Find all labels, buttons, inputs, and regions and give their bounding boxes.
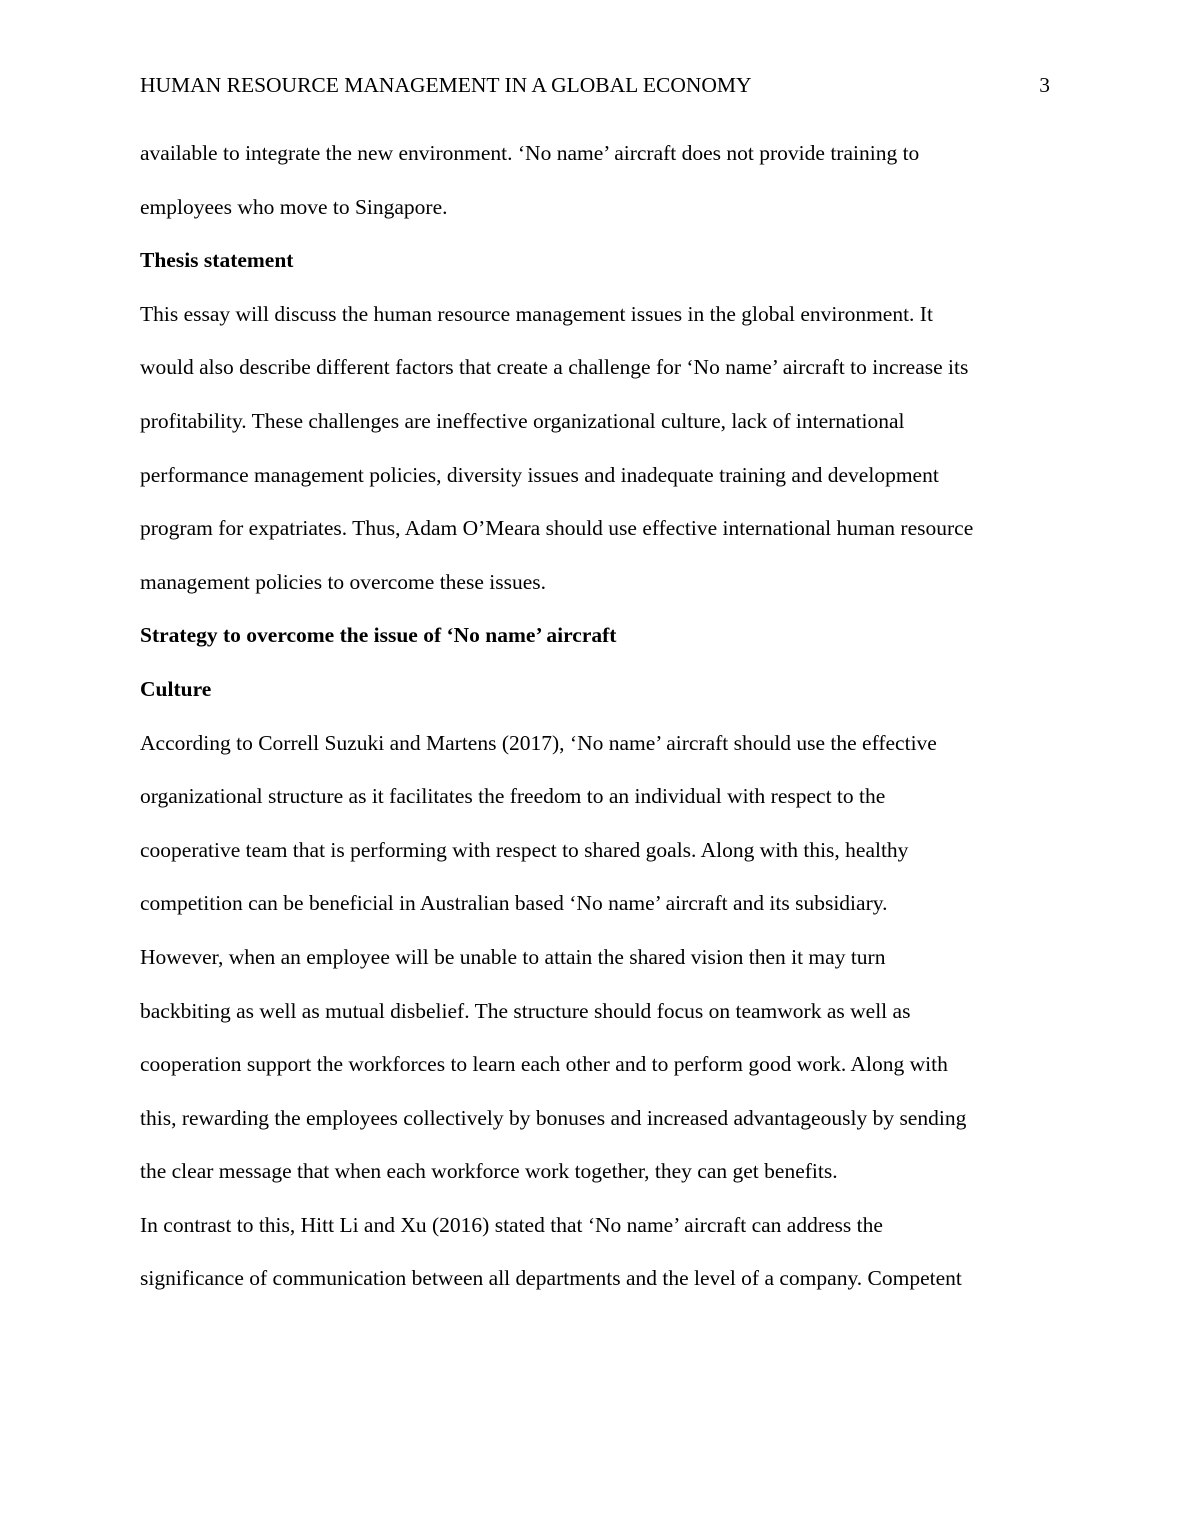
text-line: performance management policies, diversity issues and inadequate training and development xyxy=(140,462,939,487)
text-line: However, when an employee will be unable to attain the shared vision then it may turn xyxy=(140,944,886,969)
text-line: significance of communication between all departments and the level of a company. Competent xyxy=(140,1266,962,1291)
text-line: In contrast to this, Hitt Li and Xu (2016) stated that ‘No name’ aircraft can address the xyxy=(140,1212,883,1237)
text-line: this, rewarding the employees collectively by bonuses and increased advantageously by sending xyxy=(140,1105,967,1130)
text-line: profitability. These challenges are ineffective organizational culture, lack of international xyxy=(140,408,905,433)
body-text xyxy=(140,127,1052,1306)
page-number: 3 xyxy=(1039,73,1050,97)
text-line: organizational structure as it facilitates the freedom to an individual with respect to the xyxy=(140,784,886,809)
running-head-title: HUMAN RESOURCE MANAGEMENT IN A GLOBAL ECONOMY xyxy=(140,73,752,97)
section-heading-strategy: Strategy to overcome the issue of ‘No name’ aircraft xyxy=(140,623,617,648)
subsection-heading-culture: Culture xyxy=(140,676,212,701)
text-line: would also describe different factors that create a challenge for ‘No name’ aircraft to increase its xyxy=(140,355,969,380)
text-line: available to integrate the new environment. ‘No name’ aircraft does not provide training to xyxy=(140,141,920,165)
text-line: cooperation support the workforces to learn each other and to perform good work. Along with xyxy=(140,1052,948,1077)
text-line: the clear message that when each workforce work together, they can get benefits. xyxy=(140,1159,838,1184)
text-line: employees who move to Singapore. xyxy=(140,194,448,219)
text-line: program for expatriates. Thus, Adam O’Meara should use effective international human resource xyxy=(140,516,974,541)
running-head xyxy=(140,70,1050,100)
text-line: competition can be beneficial in Australian based ‘No name’ aircraft and its subsidiary. xyxy=(140,891,888,916)
section-heading-thesis: Thesis statement xyxy=(140,248,294,273)
text-line: cooperative team that is performing with respect to shared goals. Along with this, healthy xyxy=(140,837,909,862)
text-line: management policies to overcome these issues. xyxy=(140,569,546,594)
text-line: This essay will discuss the human resource management issues in the global environment. It xyxy=(140,301,933,326)
text-line: backbiting as well as mutual disbelief. The structure should focus on teamwork as well as xyxy=(140,998,911,1023)
text-line: According to Correll Suzuki and Martens (2017), ‘No name’ aircraft should use the effective xyxy=(140,730,937,755)
